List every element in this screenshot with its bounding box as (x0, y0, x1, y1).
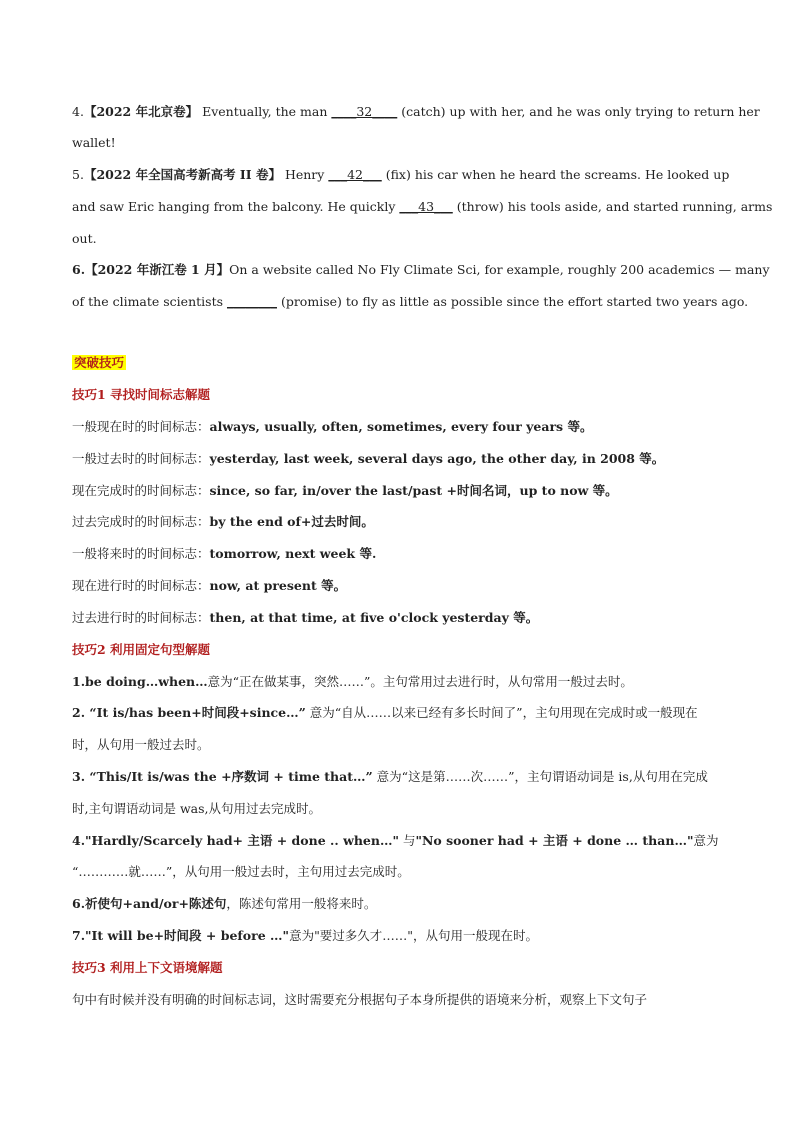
row-label: 一般将来时的时间标志： (72, 546, 210, 561)
pattern: 6.祈使句+and/or+陈述句 (72, 896, 227, 911)
row-value: by the end of+过去时间。 (209, 514, 374, 529)
pattern: 7."It will be+时间段 + before …" (72, 928, 290, 943)
answer-blank: ________ (226, 294, 277, 309)
tip2-item-7 (72, 928, 722, 944)
question-source: 【2022 年浙江卷 1 月】 (85, 262, 230, 277)
question-number: 4. (72, 104, 84, 119)
section-title-row (72, 355, 722, 371)
row-label: 现在进行时的时间标志： (72, 578, 210, 593)
answer-blank: ____32____ (331, 104, 398, 119)
question-source: 【2022 年北京卷】 (83, 104, 199, 119)
explanation: 意为“这是第……次……”，主句谓语动词是 is,从句用在完成 (372, 769, 708, 784)
pattern: 4."Hardly/Scarcely had+ 主语 + done .. when…" (72, 833, 399, 848)
question-5-end: out. (72, 231, 97, 246)
question-text: and saw Eric hanging from the balcony. He quickly (72, 199, 400, 214)
explanation: 意为“自从……以来已经有多长时间了”，主句用现在完成时或一般现在 (305, 705, 698, 720)
question-text: (promise) to fly as little as possible since the effort started two years ago. (276, 294, 749, 309)
pattern: 1.be doing…when… (72, 674, 208, 689)
tip1-row (72, 514, 722, 530)
pattern: "No sooner had + 主语 + done … than…" (415, 833, 694, 848)
tip3-title: 技巧3 利用上下文语境解题 (72, 960, 223, 975)
pattern: 2. “It is/has been+时间段+since…” (72, 705, 306, 720)
tip2-item-4 (72, 833, 722, 849)
tip2-item-4-cont: “…………就……”，从句用一般过去时，主句用过去完成时。 (72, 864, 410, 879)
tip1-row (72, 419, 722, 435)
explanation: ，陈述句常用一般将来时。 (226, 896, 377, 911)
question-6 (72, 262, 770, 278)
question-text: (fix) his car when he heard the screams. He looked up (381, 167, 730, 182)
question-text: Henry (280, 167, 329, 182)
tip2-item-3-cont: 时,主句谓语动词是 was,从句用过去完成时。 (72, 801, 321, 816)
tip1-title: 技巧1 寻找时间标志解题 (72, 387, 211, 402)
question-text: On a website called No Fly Climate Sci, for example, roughly 200 academics — many (229, 262, 770, 277)
question-text: Eventually, the man (198, 104, 332, 119)
explanation: 意为“正在做某事，突然……”。主句常用过去进行时，从句常用一般过去时。 (207, 674, 633, 689)
row-label: 过去完成时的时间标志： (72, 514, 210, 529)
tip1-row (72, 546, 722, 562)
question-text: (catch) up with her, and he was only trying to return her (397, 104, 760, 119)
answer-blank: ___42___ (328, 167, 382, 182)
row-label: 现在完成时的时间标志： (72, 483, 210, 498)
pattern: 3. “This/It is/was the +序数词 + time that…” (72, 769, 373, 784)
tip2-item-2 (72, 705, 722, 721)
row-value: then, at that time, at five o'clock yesterday 等。 (209, 610, 539, 625)
question-number: 6. (72, 262, 86, 277)
tip2-item-3 (72, 769, 722, 785)
tip2-item-6 (72, 896, 722, 912)
tip2-item-1 (72, 674, 722, 690)
question-6-cont (72, 294, 749, 310)
row-label: 一般现在时的时间标志： (72, 419, 210, 434)
tip1-row (72, 451, 722, 467)
row-label: 过去进行时的时间标志： (72, 610, 210, 625)
question-text: (throw) his tools aside, and started running, arms (452, 199, 773, 214)
question-5-cont (72, 199, 773, 215)
question-source: 【2022 年全国高考新高考 II 卷】 (83, 167, 281, 182)
row-label: 一般过去时的时间标志： (72, 451, 210, 466)
question-number: 5. (72, 167, 84, 182)
question-5 (72, 167, 730, 183)
row-value: tomorrow, next week 等. (209, 546, 377, 561)
explanation: 意为 (693, 833, 719, 848)
row-value: always, usually, often, sometimes, every four years 等。 (209, 419, 593, 434)
tip1-row (72, 483, 722, 499)
row-value: since, so far, in/over the last/past +时间名词，up to now 等。 (209, 483, 618, 498)
explanation: 与 (398, 833, 416, 848)
tip2-title: 技巧2 利用固定句型解题 (72, 642, 211, 657)
tip1-row (72, 578, 722, 594)
question-text: of the climate scientists (72, 294, 227, 309)
tip2-item-2-cont: 时，从句用一般过去时。 (72, 737, 210, 752)
tip3-text: 句中有时候并没有明确的时间标志词，这时需要充分根据句子本身所提供的语境来分析，观察上下文句子 (72, 992, 648, 1007)
explanation: 意为"要过多久才……"，从句用一般现在时。 (289, 928, 539, 943)
row-value: now, at present 等。 (209, 578, 347, 593)
tip1-row (72, 610, 722, 626)
row-value: yesterday, last week, several days ago, the other day, in 2008 等。 (209, 451, 665, 466)
answer-blank: ___43___ (399, 199, 453, 214)
question-4 (72, 104, 760, 120)
section-title: 突破技巧 (74, 355, 125, 370)
question-4-cont: wallet! (72, 135, 116, 150)
